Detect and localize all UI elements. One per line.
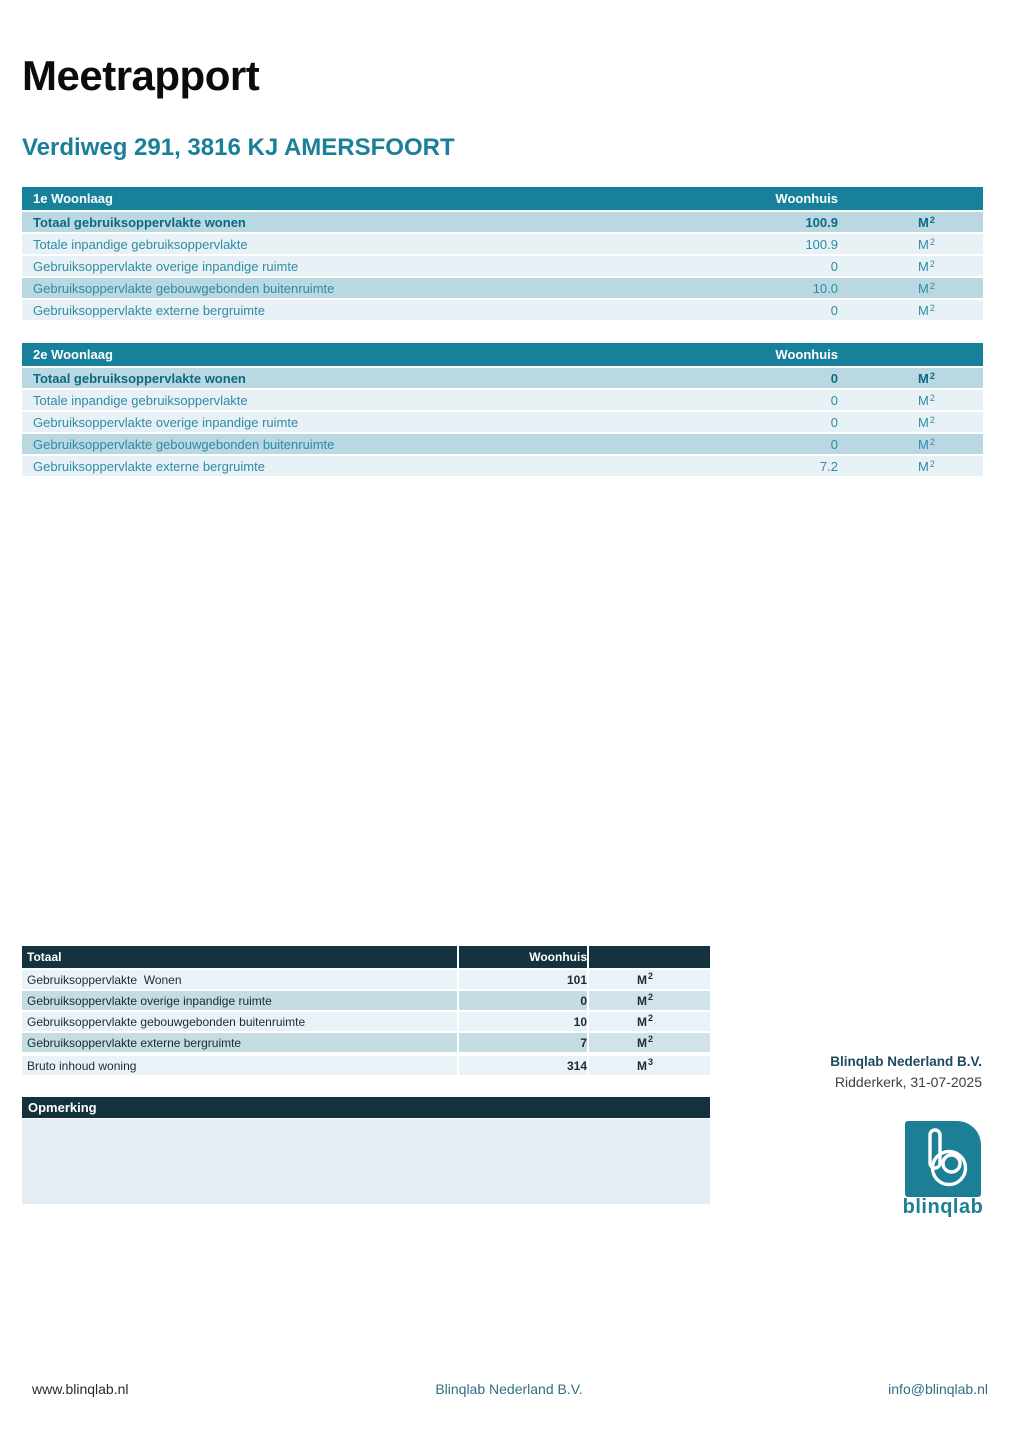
unit-m: M	[918, 214, 929, 230]
row-label: Gebruiksoppervlakte overige inpandige ruimte	[33, 414, 299, 430]
table-row	[22, 1056, 710, 1075]
page-title: Meetrapport	[22, 52, 260, 99]
column-header-woonhuis: Woonhuis	[775, 191, 838, 206]
row-value: 0	[830, 392, 838, 408]
row-unit	[838, 393, 983, 408]
row-value: 7	[459, 1033, 587, 1052]
unit-m: M	[637, 1014, 647, 1029]
unit-m: M	[918, 392, 929, 408]
row-value: 0	[459, 991, 587, 1010]
table-row	[22, 212, 983, 232]
table-row	[22, 970, 710, 989]
row-value: 10.0	[812, 280, 838, 296]
blinqlab-wordmark: blinqlab	[902, 1196, 984, 1218]
table-row	[22, 412, 983, 432]
row-unit	[589, 1056, 710, 1075]
unit-m: M	[918, 370, 929, 386]
row-label: Bruto inhoud woning	[22, 1056, 457, 1075]
table-row	[22, 300, 983, 320]
table-row	[22, 456, 983, 476]
row-unit	[589, 1033, 710, 1052]
table-totaal	[22, 946, 710, 1077]
row-value: 10	[459, 1012, 587, 1031]
row-unit	[838, 415, 983, 430]
unit-exponent: 2	[929, 436, 935, 447]
opmerking-header: Opmerking	[22, 1097, 710, 1118]
row-label: Totaal gebruiksoppervlakte wonen	[33, 370, 246, 386]
row-value: 0	[830, 370, 838, 386]
logo-b-glyph	[905, 1121, 981, 1197]
unit-m: M	[918, 436, 929, 452]
row-value: 0	[830, 414, 838, 430]
unit-m: M	[637, 1035, 647, 1050]
table-row	[22, 1033, 710, 1052]
row-value: 0	[830, 258, 838, 274]
row-label: Gebruiksoppervlakte gebouwgebonden buitenruimte	[33, 436, 335, 452]
footer-website-link[interactable]: www.blinqlab.nl	[32, 1381, 129, 1397]
table-header-row	[22, 343, 983, 366]
unit-m: M	[918, 258, 929, 274]
company-place-date: Ridderkerk, 31-07-2025	[834, 1074, 982, 1090]
unit-exponent: 2	[929, 414, 935, 425]
unit-m: M	[637, 972, 647, 987]
row-value: 0	[830, 436, 838, 452]
unit-m: M	[918, 414, 929, 430]
unit-exponent: 2	[929, 302, 935, 313]
row-label: Gebruiksoppervlakte overige inpandige ruimte	[22, 991, 457, 1010]
unit-exponent: 2	[648, 970, 654, 981]
row-unit	[589, 1012, 710, 1031]
table-2e-woonlaag	[22, 343, 983, 478]
footer-company-name: Blinqlab Nederland B.V.	[435, 1381, 583, 1397]
column-header-woonhuis: Woonhuis	[459, 946, 587, 968]
table-row	[22, 991, 710, 1010]
row-unit	[838, 371, 983, 386]
row-label: Totale inpandige gebruiksoppervlakte	[33, 236, 248, 252]
table-1e-woonlaag	[22, 187, 983, 322]
unit-exponent: 2	[929, 258, 935, 269]
unit-m: M	[637, 1058, 647, 1073]
row-value: 101	[459, 970, 587, 989]
company-block	[830, 1052, 982, 1093]
unit-exponent: 3	[648, 1056, 654, 1067]
table-row	[22, 390, 983, 410]
row-unit	[838, 437, 983, 452]
row-value: 7.2	[819, 458, 838, 474]
opmerking-content	[22, 1119, 710, 1204]
unit-exponent: 2	[648, 991, 654, 1002]
address-subtitle: Verdiweg 291, 3816 KJ AMERSFOORT	[22, 134, 455, 161]
column-header-unit	[589, 946, 710, 968]
row-unit	[838, 215, 983, 230]
row-value: 0	[830, 302, 838, 318]
unit-m: M	[637, 993, 647, 1008]
unit-m: M	[918, 302, 929, 318]
unit-m: M	[918, 458, 929, 474]
table-row	[22, 256, 983, 276]
row-label: Totale inpandige gebruiksoppervlakte	[33, 392, 248, 408]
unit-m: M	[918, 236, 929, 252]
table-title: 2e Woonlaag	[33, 347, 113, 362]
company-name: Blinqlab Nederland B.V.	[830, 1054, 982, 1069]
row-value: 100.9	[805, 214, 838, 230]
row-unit	[838, 303, 983, 318]
unit-exponent: 2	[929, 458, 935, 469]
row-label: Gebruiksoppervlakte overige inpandige ruimte	[33, 258, 299, 274]
unit-exponent: 2	[929, 392, 935, 403]
row-label: Totaal gebruiksoppervlakte wonen	[33, 214, 246, 230]
unit-exponent: 2	[929, 280, 935, 291]
row-label: Gebruiksoppervlakte externe bergruimte	[33, 302, 265, 318]
row-value: 100.9	[805, 236, 838, 252]
unit-exponent: 2	[929, 214, 935, 225]
row-unit	[589, 970, 710, 989]
row-label: Gebruiksoppervlakte gebouwgebonden buitenruimte	[22, 1012, 457, 1031]
table-header-row	[22, 946, 710, 968]
row-label: Gebruiksoppervlakte externe bergruimte	[22, 1033, 457, 1052]
row-label: Gebruiksoppervlakte gebouwgebonden buitenruimte	[33, 280, 335, 296]
table-row	[22, 434, 983, 454]
footer-email-link[interactable]: info@blinqlab.nl	[888, 1381, 988, 1397]
table-row	[22, 278, 983, 298]
row-unit	[589, 991, 710, 1010]
row-unit	[838, 281, 983, 296]
row-label: Gebruiksoppervlakte Wonen	[22, 970, 457, 989]
unit-exponent: 2	[648, 1012, 654, 1023]
row-unit	[838, 237, 983, 252]
unit-exponent: 2	[648, 1033, 654, 1044]
unit-exponent: 2	[929, 236, 935, 247]
row-unit	[838, 259, 983, 274]
table-title: Totaal	[22, 946, 457, 968]
table-header-row	[22, 187, 983, 210]
row-value: 314	[459, 1056, 587, 1075]
unit-m: M	[918, 280, 929, 296]
row-label: Gebruiksoppervlakte externe bergruimte	[33, 458, 265, 474]
blinqlab-logo-icon	[905, 1121, 981, 1197]
row-unit	[838, 459, 983, 474]
unit-exponent: 2	[929, 370, 935, 381]
column-header-woonhuis: Woonhuis	[775, 347, 838, 362]
table-row	[22, 368, 983, 388]
opmerking-section	[22, 1097, 710, 1204]
table-row	[22, 1012, 710, 1031]
table-row	[22, 234, 983, 254]
table-title: 1e Woonlaag	[33, 191, 113, 206]
